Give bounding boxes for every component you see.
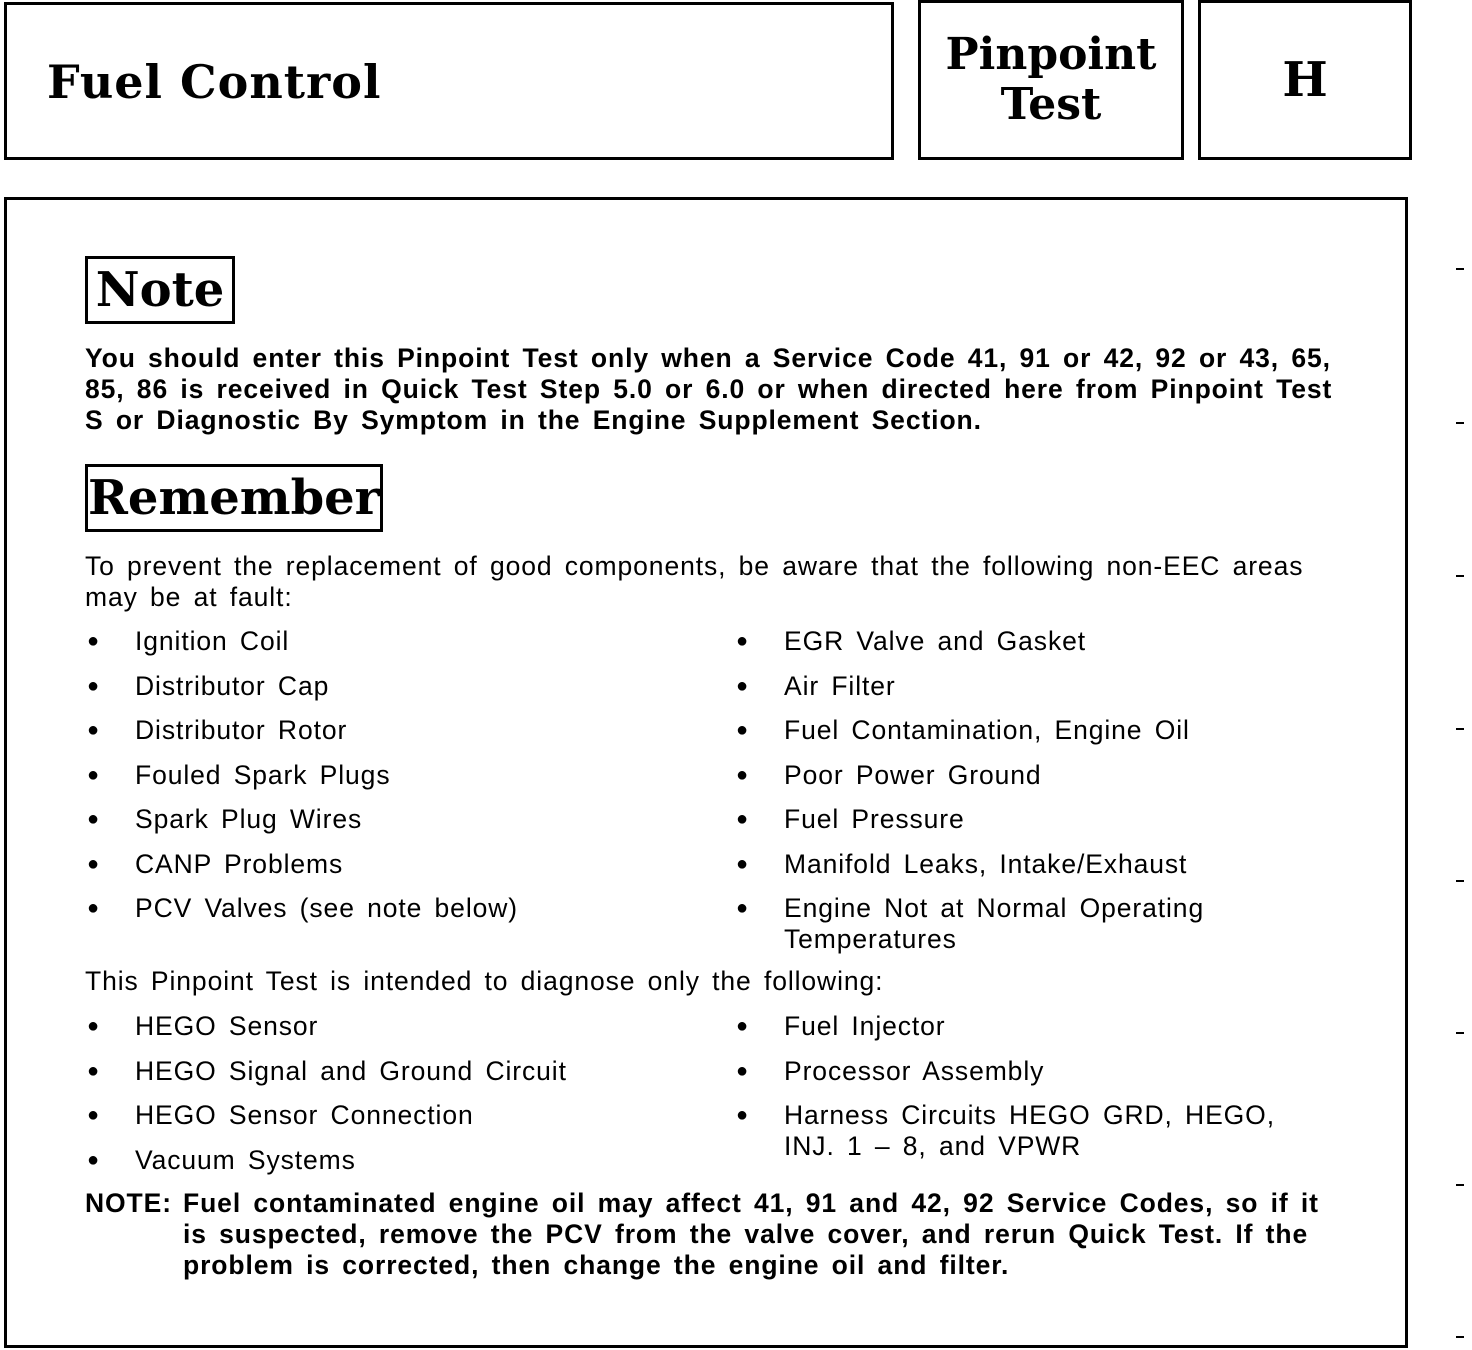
list-item [85,804,685,835]
list-item-text: HEGO Sensor Connection [135,1100,474,1130]
list-item-text: Fouled Spark Plugs [135,759,391,790]
list-item-text: Engine Not at Normal Operating Temperatures [784,893,1205,954]
bullet-icon: ● [87,897,100,919]
bullet-icon: ● [736,852,749,875]
fault-list-right [734,626,1334,969]
list-item [734,849,1334,880]
section-label-line2: Test [1000,79,1102,130]
bullet-icon: ● [87,852,100,875]
footer-note-label: NOTE: [85,1188,172,1218]
bullet-icon: ● [736,1059,749,1082]
list-item-text: Ignition Coil [135,626,290,656]
list-item-text: EGR Valve and Gasket [784,626,1087,656]
bullet-icon: ● [736,763,749,786]
list-item-text: HEGO Sensor [135,1011,319,1041]
list-item [85,760,685,791]
margin-tick [1456,880,1464,882]
list-item [734,671,1334,702]
list-item [734,1100,1304,1162]
note-text: You should enter this Pinpoint Test only when a Service Code 41, 91 or 42, 92 or 43, 65, 85, 86 is received in Quick Test Step 5.0 or 6.0 or when directed here from Pinpoint Test S or Diagnostic By Symptom in the Engine Supplement Section. [85,343,1333,435]
list-item-text: Distributor Cap [135,670,330,701]
margin-tick [1456,1032,1464,1034]
list-item-text: Spark Plug Wires [135,804,363,834]
list-item [85,1145,685,1176]
list-item-text: Fuel Injector [784,1011,946,1041]
list-item-text: Manifold Leaks, Intake/Exhaust [784,848,1188,879]
list-item [85,715,685,746]
margin-tick [1456,1184,1464,1186]
header-section-box [918,0,1184,160]
list-item [85,893,685,924]
page-title: Fuel Control [47,55,382,109]
remember-intro: To prevent the replacement of good components, be aware that the following non-EEC areas may be at fault: [85,551,1304,612]
list-item [85,671,685,702]
list-item [734,893,1214,955]
list-item-text: PCV Valves (see note below) [135,893,519,923]
list-item [734,626,1334,657]
bullet-icon: ● [736,630,749,652]
fault-list-left [85,626,685,938]
bullet-icon: ● [87,1059,100,1082]
bullet-icon: ● [736,719,749,741]
bullet-icon: ● [87,630,100,652]
bullet-icon: ● [87,808,100,830]
list-item-text: Harness Circuits HEGO GRD, HEGO, INJ. 1 – 8, and VPWR [784,1100,1275,1161]
list-item [734,760,1334,791]
bullet-icon: ● [87,1104,100,1126]
bullet-icon: ● [736,808,749,830]
bullet-icon: ● [736,1104,749,1126]
list-item [85,626,685,657]
remember-heading: Remember [85,464,383,532]
footer-note-text: Fuel contaminated engine oil may affect 41, 91 and 42, 92 Service Codes, so if it is suspected, remove the PCV from the valve cover, and rerun Quick Test. If the problem is corrected, then change the engine oil and filter. [183,1188,1319,1280]
diagnose-list-left [85,1011,685,1189]
test-letter: H [1282,52,1328,108]
bullet-icon: ● [87,1148,100,1171]
header-letter-box [1198,0,1412,160]
list-item-text: Air Filter [784,670,896,701]
footer-note [85,1188,1335,1281]
bullet-icon: ● [736,1015,749,1037]
list-item [734,804,1334,835]
bullet-icon: ● [87,763,100,786]
list-item [85,1011,685,1042]
list-item [85,1056,685,1087]
bullet-icon: ● [736,897,749,919]
content-panel [4,197,1408,1348]
list-item-text: CANP Problems [135,848,344,879]
list-item [85,849,685,880]
note-heading: Note [85,256,235,324]
list-item [734,1011,1334,1042]
list-item-text: Distributor Rotor [135,715,348,745]
margin-tick [1456,575,1464,577]
margin-tick [1456,728,1464,730]
diagnose-intro: This Pinpoint Test is intended to diagnose only the following: [85,966,884,996]
margin-tick [1456,422,1464,424]
bullet-icon: ● [736,674,749,697]
list-item-text: Poor Power Ground [784,759,1042,790]
list-item [734,715,1334,746]
list-item-text: Fuel Pressure [784,804,965,834]
list-item-text: Processor Assembly [784,1055,1045,1086]
bullet-icon: ● [87,674,100,697]
list-item-text: Vacuum Systems [135,1144,356,1175]
list-item [85,1100,685,1131]
section-label-line1: Pinpoint [945,29,1157,80]
list-item-text: HEGO Signal and Ground Circuit [135,1055,567,1086]
bullet-icon: ● [87,719,100,741]
bullet-icon: ● [87,1015,100,1037]
margin-tick [1456,1336,1464,1338]
diagnose-list-right [734,1011,1334,1176]
section-label [946,30,1157,130]
header-title-box [4,2,894,160]
margin-tick [1456,268,1464,270]
list-item-text: Fuel Contamination, Engine Oil [784,715,1190,745]
list-item [734,1056,1334,1087]
